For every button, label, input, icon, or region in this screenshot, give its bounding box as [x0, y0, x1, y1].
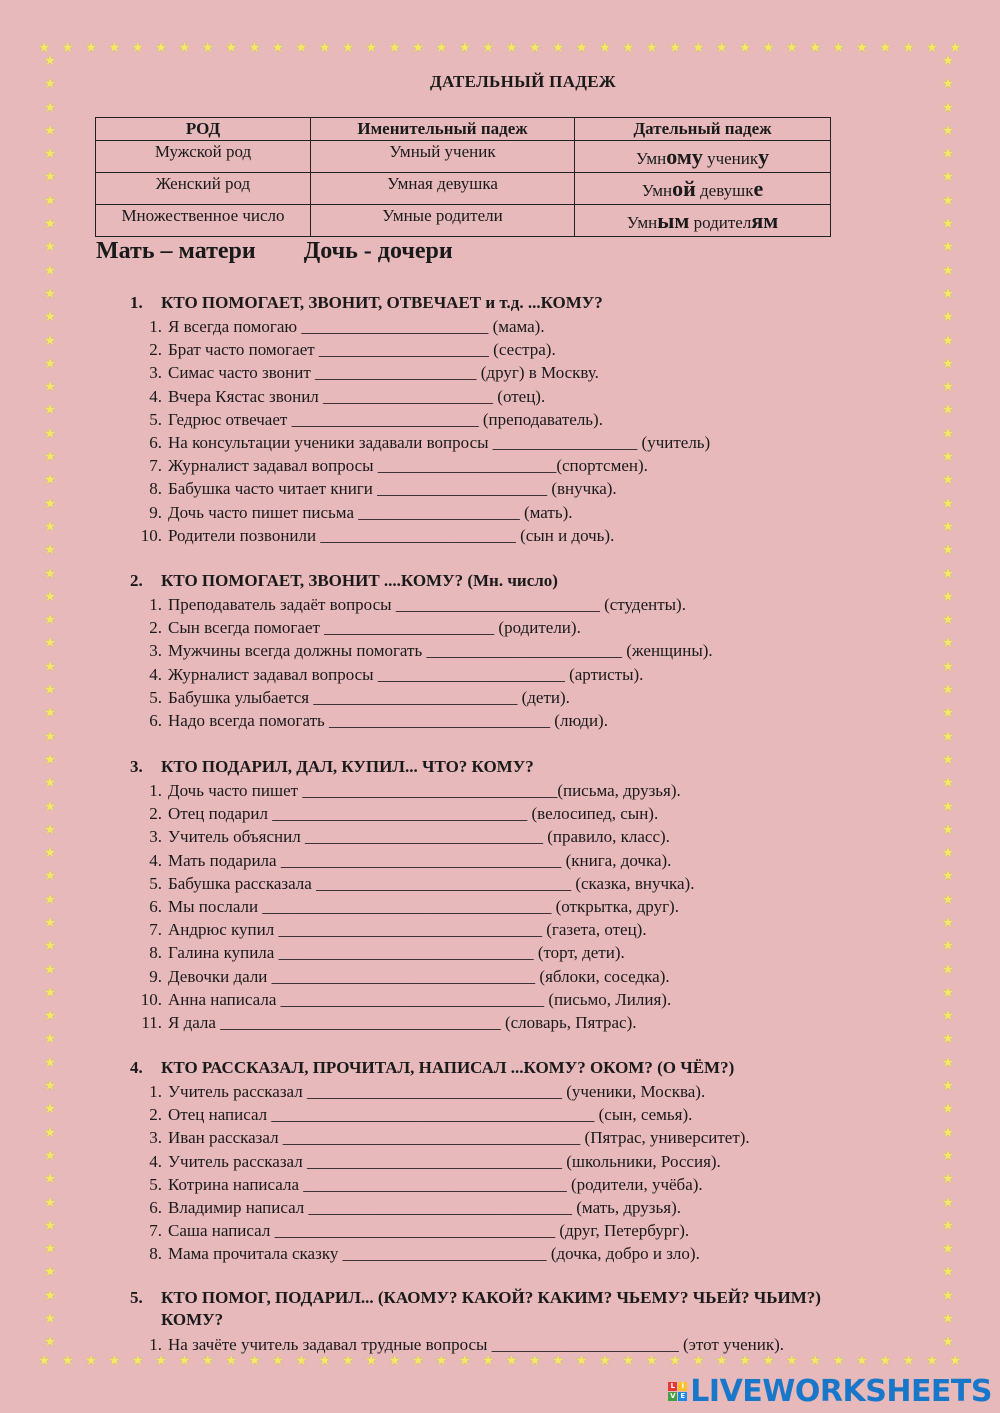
star-icon: ★: [458, 40, 472, 56]
star-icon: ★: [528, 40, 542, 56]
star-icon: ★: [154, 1353, 168, 1369]
star-icon: ★: [941, 53, 955, 69]
star-icon: ★: [43, 216, 57, 233]
star-icon: ★: [43, 891, 57, 908]
star-icon: ★: [43, 658, 57, 675]
star-icon: ★: [271, 1353, 285, 1369]
star-icon: ★: [941, 1031, 955, 1048]
exercise-item[interactable]: 2. Сын всегда помогает ____________________ (родители).: [149, 618, 581, 638]
exercise-section-2: [130, 565, 980, 732]
exercise-item[interactable]: 1. Учитель рассказал ______________________________ (ученики, Москва).: [149, 1082, 706, 1101]
page-title: ДАТЕЛЬНЫЙ ПАДЕЖ: [429, 72, 617, 91]
star-icon: ★: [715, 40, 728, 56]
star-icon: ★: [43, 751, 57, 768]
star-icon: ★: [154, 40, 168, 56]
star-icon: ★: [941, 1334, 955, 1351]
liveworksheets-logo[interactable]: [668, 1373, 992, 1409]
exercise-list: [130, 593, 980, 732]
exercise-item[interactable]: 6. Надо всегда помогать __________________________ (люди).: [149, 710, 608, 730]
star-icon: ★: [43, 495, 57, 512]
star-icon: ★: [808, 40, 822, 56]
table-header: РОД: [96, 118, 311, 141]
star-icon: ★: [941, 658, 955, 675]
star-icon: ★: [43, 961, 57, 978]
star-icon: ★: [43, 682, 57, 699]
case-ending: ым: [657, 207, 690, 233]
star-icon: ★: [341, 1353, 355, 1369]
star-icon: ★: [43, 914, 57, 931]
star-icon: ★: [43, 239, 57, 256]
star-icon: ★: [43, 1008, 57, 1025]
star-icon: ★: [902, 40, 915, 56]
star-icon: ★: [941, 1078, 955, 1095]
star-icon: ★: [43, 821, 57, 838]
star-icon: ★: [941, 1241, 955, 1258]
exercise-item[interactable]: 9. Девочки дали _______________________________ (яблоки, соседка).: [149, 966, 670, 986]
exercise-item[interactable]: 5. Бабушка улыбается ________________________ (дети).: [149, 687, 570, 707]
table-header: Именительный падеж: [311, 118, 575, 141]
star-icon: ★: [949, 40, 962, 56]
star-icon: ★: [248, 1353, 261, 1369]
table-row: [96, 173, 831, 205]
star-icon: ★: [43, 309, 57, 326]
star-icon: ★: [43, 1031, 57, 1048]
star-icon: ★: [941, 588, 955, 605]
exercise-item[interactable]: 1. На зачёте учитель задавал трудные вопросы ______________________ (этот ученик).: [149, 1335, 785, 1354]
dative-cell: Умному ученику: [575, 141, 831, 173]
star-icon: ★: [248, 40, 261, 56]
table-row: [96, 205, 831, 237]
star-icon: ★: [43, 1241, 57, 1258]
table-header-row: [96, 118, 831, 141]
star-icon: ★: [878, 1353, 892, 1369]
star-icon: ★: [941, 1287, 955, 1304]
star-icon: ★: [575, 40, 588, 56]
exercise-section-4: [130, 1056, 980, 1266]
exercise-section-3: [130, 751, 980, 1034]
star-icon: ★: [481, 40, 495, 56]
star-icon: ★: [715, 1353, 728, 1369]
star-icon: ★: [941, 1194, 955, 1211]
star-icon: ★: [294, 1353, 308, 1369]
star-icon: ★: [131, 40, 144, 56]
star-icon: ★: [941, 542, 955, 559]
star-icon: ★: [43, 868, 57, 885]
star-icon: ★: [941, 425, 955, 442]
star-icon: ★: [941, 1147, 955, 1164]
star-icon: ★: [941, 122, 955, 139]
star-icon: ★: [598, 1353, 612, 1369]
star-icon: ★: [43, 775, 57, 792]
star-icon: ★: [435, 40, 448, 56]
star-icon: ★: [435, 1353, 448, 1369]
star-icon: ★: [108, 40, 121, 56]
exercise-item[interactable]: 3. Мужчины всегда должны помогать _______________________ (женщины).: [149, 641, 713, 661]
exercise-item[interactable]: 2. Отец написал ______________________________________ (сын, семья).: [149, 1105, 693, 1125]
star-icon: ★: [43, 1124, 57, 1141]
star-icon: ★: [43, 402, 57, 419]
star-icon: ★: [43, 542, 57, 559]
star-icon: ★: [941, 76, 955, 93]
star-icon: ★: [224, 1353, 238, 1369]
exercise-item[interactable]: 7. Андрюс купил _______________________________ (газета, отец).: [149, 920, 647, 940]
section-title: 5. КТО ПОМОГ, ПОДАРИЛ... (КАОМУ? КАКОЙ? КАКИМ? ЧЬЕМУ? ЧЬЕЙ? ЧЬИМ?) КОМУ?: [130, 1288, 821, 1329]
nominative-cell: Умные родители: [311, 205, 575, 237]
exercise-item[interactable]: 5. Котрина написала _______________________________ (родители, учёба).: [149, 1174, 703, 1194]
star-icon: ★: [43, 1287, 57, 1304]
star-icon: ★: [738, 40, 752, 56]
star-icon: ★: [941, 1217, 955, 1234]
star-icon: ★: [43, 984, 57, 1001]
star-icon: ★: [941, 798, 955, 815]
star-icon: ★: [131, 1353, 144, 1369]
exercise-item[interactable]: 6. На консультации ученики задавали вопросы _________________ (учитель): [149, 432, 711, 452]
exercise-item[interactable]: 8. Мама прочитала сказку ________________________ (дочка, добро и зло).: [149, 1244, 700, 1264]
star-icon: ★: [941, 472, 955, 489]
star-icon: ★: [941, 285, 955, 302]
star-icon: ★: [43, 122, 57, 139]
star-icon: ★: [271, 40, 285, 56]
star-icon: ★: [43, 262, 57, 279]
exercise-item[interactable]: 7. Журналист задавал вопросы _____________________(спортсмен).: [149, 456, 648, 476]
star-icon: ★: [941, 355, 955, 372]
star-icon: ★: [941, 821, 955, 838]
star-icon: ★: [43, 285, 57, 302]
star-icon: ★: [941, 1008, 955, 1025]
star-icon: ★: [43, 612, 57, 629]
star-icon: ★: [43, 1334, 57, 1351]
star-icon: ★: [458, 1353, 472, 1369]
exercise-section-5: [130, 1287, 980, 1356]
star-icon: ★: [43, 449, 57, 466]
star-icon: ★: [941, 332, 955, 349]
star-icon: ★: [43, 798, 57, 815]
star-icon: ★: [43, 146, 57, 163]
exercise-item[interactable]: 11. Я дала _________________________________ (словарь, Пятрас).: [141, 1012, 637, 1032]
exercise-item[interactable]: 7. Саша написал _________________________________ (друг, Петербург).: [149, 1221, 690, 1241]
star-icon: ★: [388, 1353, 401, 1369]
star-icon: ★: [941, 635, 955, 652]
star-icon: ★: [178, 1353, 191, 1369]
star-border-top: [38, 38, 962, 58]
star-icon: ★: [481, 1353, 495, 1369]
star-icon: ★: [949, 1353, 962, 1369]
table-header: Дательный падеж: [575, 118, 831, 141]
star-icon: ★: [941, 775, 955, 792]
star-icon: ★: [43, 1264, 57, 1281]
star-icon: ★: [941, 309, 955, 326]
star-icon: ★: [941, 612, 955, 629]
star-icon: ★: [43, 1171, 57, 1188]
exercise-item[interactable]: 2. Брат часто помогает ____________________ (сестра).: [149, 340, 556, 360]
exercise-item[interactable]: 6. Владимир написал _______________________________ (мать, друзья).: [149, 1197, 681, 1217]
star-icon: ★: [365, 40, 378, 56]
star-icon: ★: [598, 40, 612, 56]
star-icon: ★: [43, 169, 57, 186]
star-icon: ★: [941, 705, 955, 722]
star-icon: ★: [411, 1353, 425, 1369]
star-icon: ★: [43, 1194, 57, 1211]
star-icon: ★: [668, 40, 682, 56]
star-icon: ★: [645, 40, 658, 56]
star-icon: ★: [941, 379, 955, 396]
star-icon: ★: [108, 1353, 121, 1369]
star-icon: ★: [832, 40, 845, 56]
star-icon: ★: [551, 40, 565, 56]
star-icon: ★: [551, 1353, 565, 1369]
star-icon: ★: [941, 1264, 955, 1281]
mother-daughter-note: Мать – матери Дочь - дочери: [96, 238, 453, 264]
nominative-cell: Умная девушка: [311, 173, 575, 205]
star-icon: ★: [941, 1101, 955, 1118]
exercise-item[interactable]: 3. Иван рассказал ___________________________________ (Пятрас, университет).: [149, 1128, 750, 1148]
star-icon: ★: [411, 40, 425, 56]
exercise-item[interactable]: 8. Бабушка часто читает книги ____________________ (внучка).: [149, 479, 617, 499]
star-icon: ★: [941, 868, 955, 885]
exercise-item[interactable]: 3. Симас часто звонит ___________________ (друг) в Москву.: [149, 363, 599, 383]
star-icon: ★: [941, 1311, 955, 1328]
star-icon: ★: [941, 169, 955, 186]
star-icon: ★: [738, 1353, 752, 1369]
star-icon: ★: [668, 1353, 682, 1369]
exercise-item[interactable]: 6. Мы послали __________________________________ (открытка, друг).: [149, 896, 679, 916]
star-icon: ★: [808, 1353, 822, 1369]
star-icon: ★: [201, 1353, 215, 1369]
star-icon: ★: [43, 518, 57, 535]
star-icon: ★: [941, 961, 955, 978]
exercise-item[interactable]: 5. Гедрюс отвечает ______________________ (преподаватель).: [149, 409, 603, 429]
star-icon: ★: [762, 1353, 775, 1369]
star-icon: ★: [388, 40, 401, 56]
star-icon: ★: [61, 40, 74, 56]
exercise-item[interactable]: 5. Бабушка рассказала ______________________________ (сказка, внучка).: [149, 873, 695, 893]
logo-wordmark: LIVEWORKSHEETS: [690, 1373, 992, 1409]
star-icon: ★: [43, 332, 57, 349]
star-icon: ★: [941, 216, 955, 233]
star-icon: ★: [941, 518, 955, 535]
star-icon: ★: [43, 938, 57, 955]
section-title: 1. КТО ПОМОГАЕТ, ЗВОНИТ, ОТВЕЧАЕТ и т.д. ...КОМУ?: [130, 293, 603, 312]
star-icon: ★: [43, 379, 57, 396]
star-icon: ★: [941, 239, 955, 256]
star-icon: ★: [318, 40, 331, 56]
gender-cell: Женский род: [96, 173, 311, 205]
exercise-item[interactable]: 10. Анна написала _______________________________ (письмо, Лилия).: [140, 989, 672, 1009]
exercise-item[interactable]: 2. Отец подарил ______________________________ (велосипед, сын).: [149, 804, 659, 824]
star-icon: ★: [43, 728, 57, 745]
star-icon: ★: [621, 1353, 635, 1369]
star-icon: ★: [785, 1353, 799, 1369]
star-icon: ★: [941, 146, 955, 163]
case-ending: ям: [751, 207, 779, 233]
exercise-list: [130, 779, 980, 1034]
exercise-item[interactable]: 10. Родители позвонили _______________________ (сын и дочь).: [140, 525, 615, 545]
star-icon: ★: [878, 40, 892, 56]
exercise-list: [130, 315, 980, 547]
star-icon: ★: [505, 1353, 518, 1369]
gender-cell: Множественное число: [96, 205, 311, 237]
star-icon: ★: [621, 40, 635, 56]
case-ending: ой: [672, 175, 696, 201]
star-icon: ★: [43, 588, 57, 605]
star-icon: ★: [785, 40, 799, 56]
star-icon: ★: [528, 1353, 542, 1369]
star-icon: ★: [43, 705, 57, 722]
star-icon: ★: [941, 99, 955, 116]
star-icon: ★: [941, 192, 955, 209]
star-icon: ★: [43, 1311, 57, 1328]
dative-cell: Умной девушке: [575, 173, 831, 205]
star-icon: ★: [941, 1054, 955, 1071]
section-title: 2. КТО ПОМОГАЕТ, ЗВОНИТ ....КОМУ? (Мн. число): [130, 571, 558, 590]
star-icon: ★: [855, 40, 869, 56]
case-ending: ому: [666, 143, 703, 169]
star-icon: ★: [43, 192, 57, 209]
table-row: [96, 141, 831, 173]
star-icon: ★: [341, 40, 355, 56]
star-icon: ★: [941, 845, 955, 862]
star-icon: ★: [941, 914, 955, 931]
star-icon: ★: [318, 1353, 331, 1369]
exercise-list: [130, 1080, 980, 1266]
star-icon: ★: [692, 1353, 705, 1369]
star-icon: ★: [941, 262, 955, 279]
exercise-item[interactable]: 4. Учитель рассказал ______________________________ (школьники, Россия).: [149, 1151, 721, 1171]
exercise-item[interactable]: 1. Преподаватель задаёт вопросы ________________________ (студенты).: [149, 595, 686, 614]
star-icon: ★: [43, 635, 57, 652]
case-ending: у: [758, 143, 770, 169]
star-icon: ★: [925, 1353, 939, 1369]
exercise-item[interactable]: 9. Дочь часто пишет письма ___________________ (мать).: [149, 502, 573, 522]
star-icon: ★: [178, 40, 191, 56]
star-icon: ★: [43, 1078, 57, 1095]
star-icon: ★: [84, 40, 98, 56]
star-icon: ★: [43, 355, 57, 372]
star-icon: ★: [43, 99, 57, 116]
star-icon: ★: [365, 1353, 378, 1369]
section-title: 4. КТО РАССКАЗАЛ, ПРОЧИТАЛ, НАПИСАЛ ...КОМУ? ОКОМ? (О ЧЁМ?): [130, 1058, 735, 1077]
star-icon: ★: [832, 1353, 845, 1369]
star-icon: ★: [38, 40, 51, 56]
star-icon: ★: [941, 565, 955, 582]
exercise-list: [130, 1333, 980, 1356]
star-icon: ★: [941, 1124, 955, 1141]
star-icon: ★: [941, 495, 955, 512]
exercise-section-1: [130, 291, 980, 547]
gender-cell: Мужской род: [96, 141, 311, 173]
star-icon: ★: [941, 751, 955, 768]
star-icon: ★: [43, 845, 57, 862]
star-icon: ★: [43, 1217, 57, 1234]
star-icon: ★: [645, 1353, 658, 1369]
star-icon: ★: [224, 40, 238, 56]
declension-table: [95, 117, 831, 237]
star-icon: ★: [925, 40, 939, 56]
star-icon: ★: [941, 1171, 955, 1188]
exercise-item[interactable]: 1. Я всегда помогаю ______________________ (мама).: [149, 317, 545, 336]
dative-cell: Умным родителям: [575, 205, 831, 237]
star-icon: ★: [43, 76, 57, 93]
star-icon: ★: [941, 682, 955, 699]
star-icon: ★: [941, 938, 955, 955]
exercise-item[interactable]: 8. Галина купила ______________________________ (торт, дети).: [149, 943, 625, 963]
exercise-item[interactable]: 1. Дочь часто пишет ______________________________(письма, друзья).: [149, 781, 681, 800]
exercise-item[interactable]: 3. Учитель объяснил ____________________________ (правило, класс).: [149, 827, 670, 847]
star-icon: ★: [61, 1353, 74, 1369]
star-icon: ★: [43, 472, 57, 489]
star-icon: ★: [762, 40, 775, 56]
star-icon: ★: [84, 1353, 98, 1369]
exercise-item[interactable]: 4. Журналист задавал вопросы ______________________ (артисты).: [149, 664, 644, 684]
star-icon: ★: [43, 425, 57, 442]
star-icon: ★: [575, 1353, 588, 1369]
star-icon: ★: [855, 1353, 869, 1369]
star-icon: ★: [941, 891, 955, 908]
live-badge-icon: L i V E: [668, 1382, 687, 1401]
star-icon: ★: [43, 565, 57, 582]
nominative-cell: Умный ученик: [311, 141, 575, 173]
star-icon: ★: [43, 1054, 57, 1071]
star-icon: ★: [43, 53, 57, 69]
exercise-item[interactable]: 4. Мать подарила _________________________________ (книга, дочка).: [149, 850, 672, 870]
star-icon: ★: [201, 40, 215, 56]
star-border-left: [40, 54, 60, 1350]
star-icon: ★: [941, 984, 955, 1001]
star-icon: ★: [43, 1101, 57, 1118]
star-icon: ★: [692, 40, 705, 56]
section-title: 3. КТО ПОДАРИЛ, ДАЛ, КУПИЛ... ЧТО? КОМУ?: [130, 757, 534, 776]
case-ending: е: [753, 175, 764, 201]
star-icon: ★: [902, 1353, 915, 1369]
star-icon: ★: [294, 40, 308, 56]
star-icon: ★: [941, 728, 955, 745]
star-icon: ★: [38, 1353, 51, 1369]
star-icon: ★: [43, 1147, 57, 1164]
exercise-item[interactable]: 4. Вчера Кястас звонил ____________________ (отец).: [149, 386, 546, 406]
star-icon: ★: [941, 449, 955, 466]
star-icon: ★: [941, 402, 955, 419]
star-icon: ★: [505, 40, 518, 56]
